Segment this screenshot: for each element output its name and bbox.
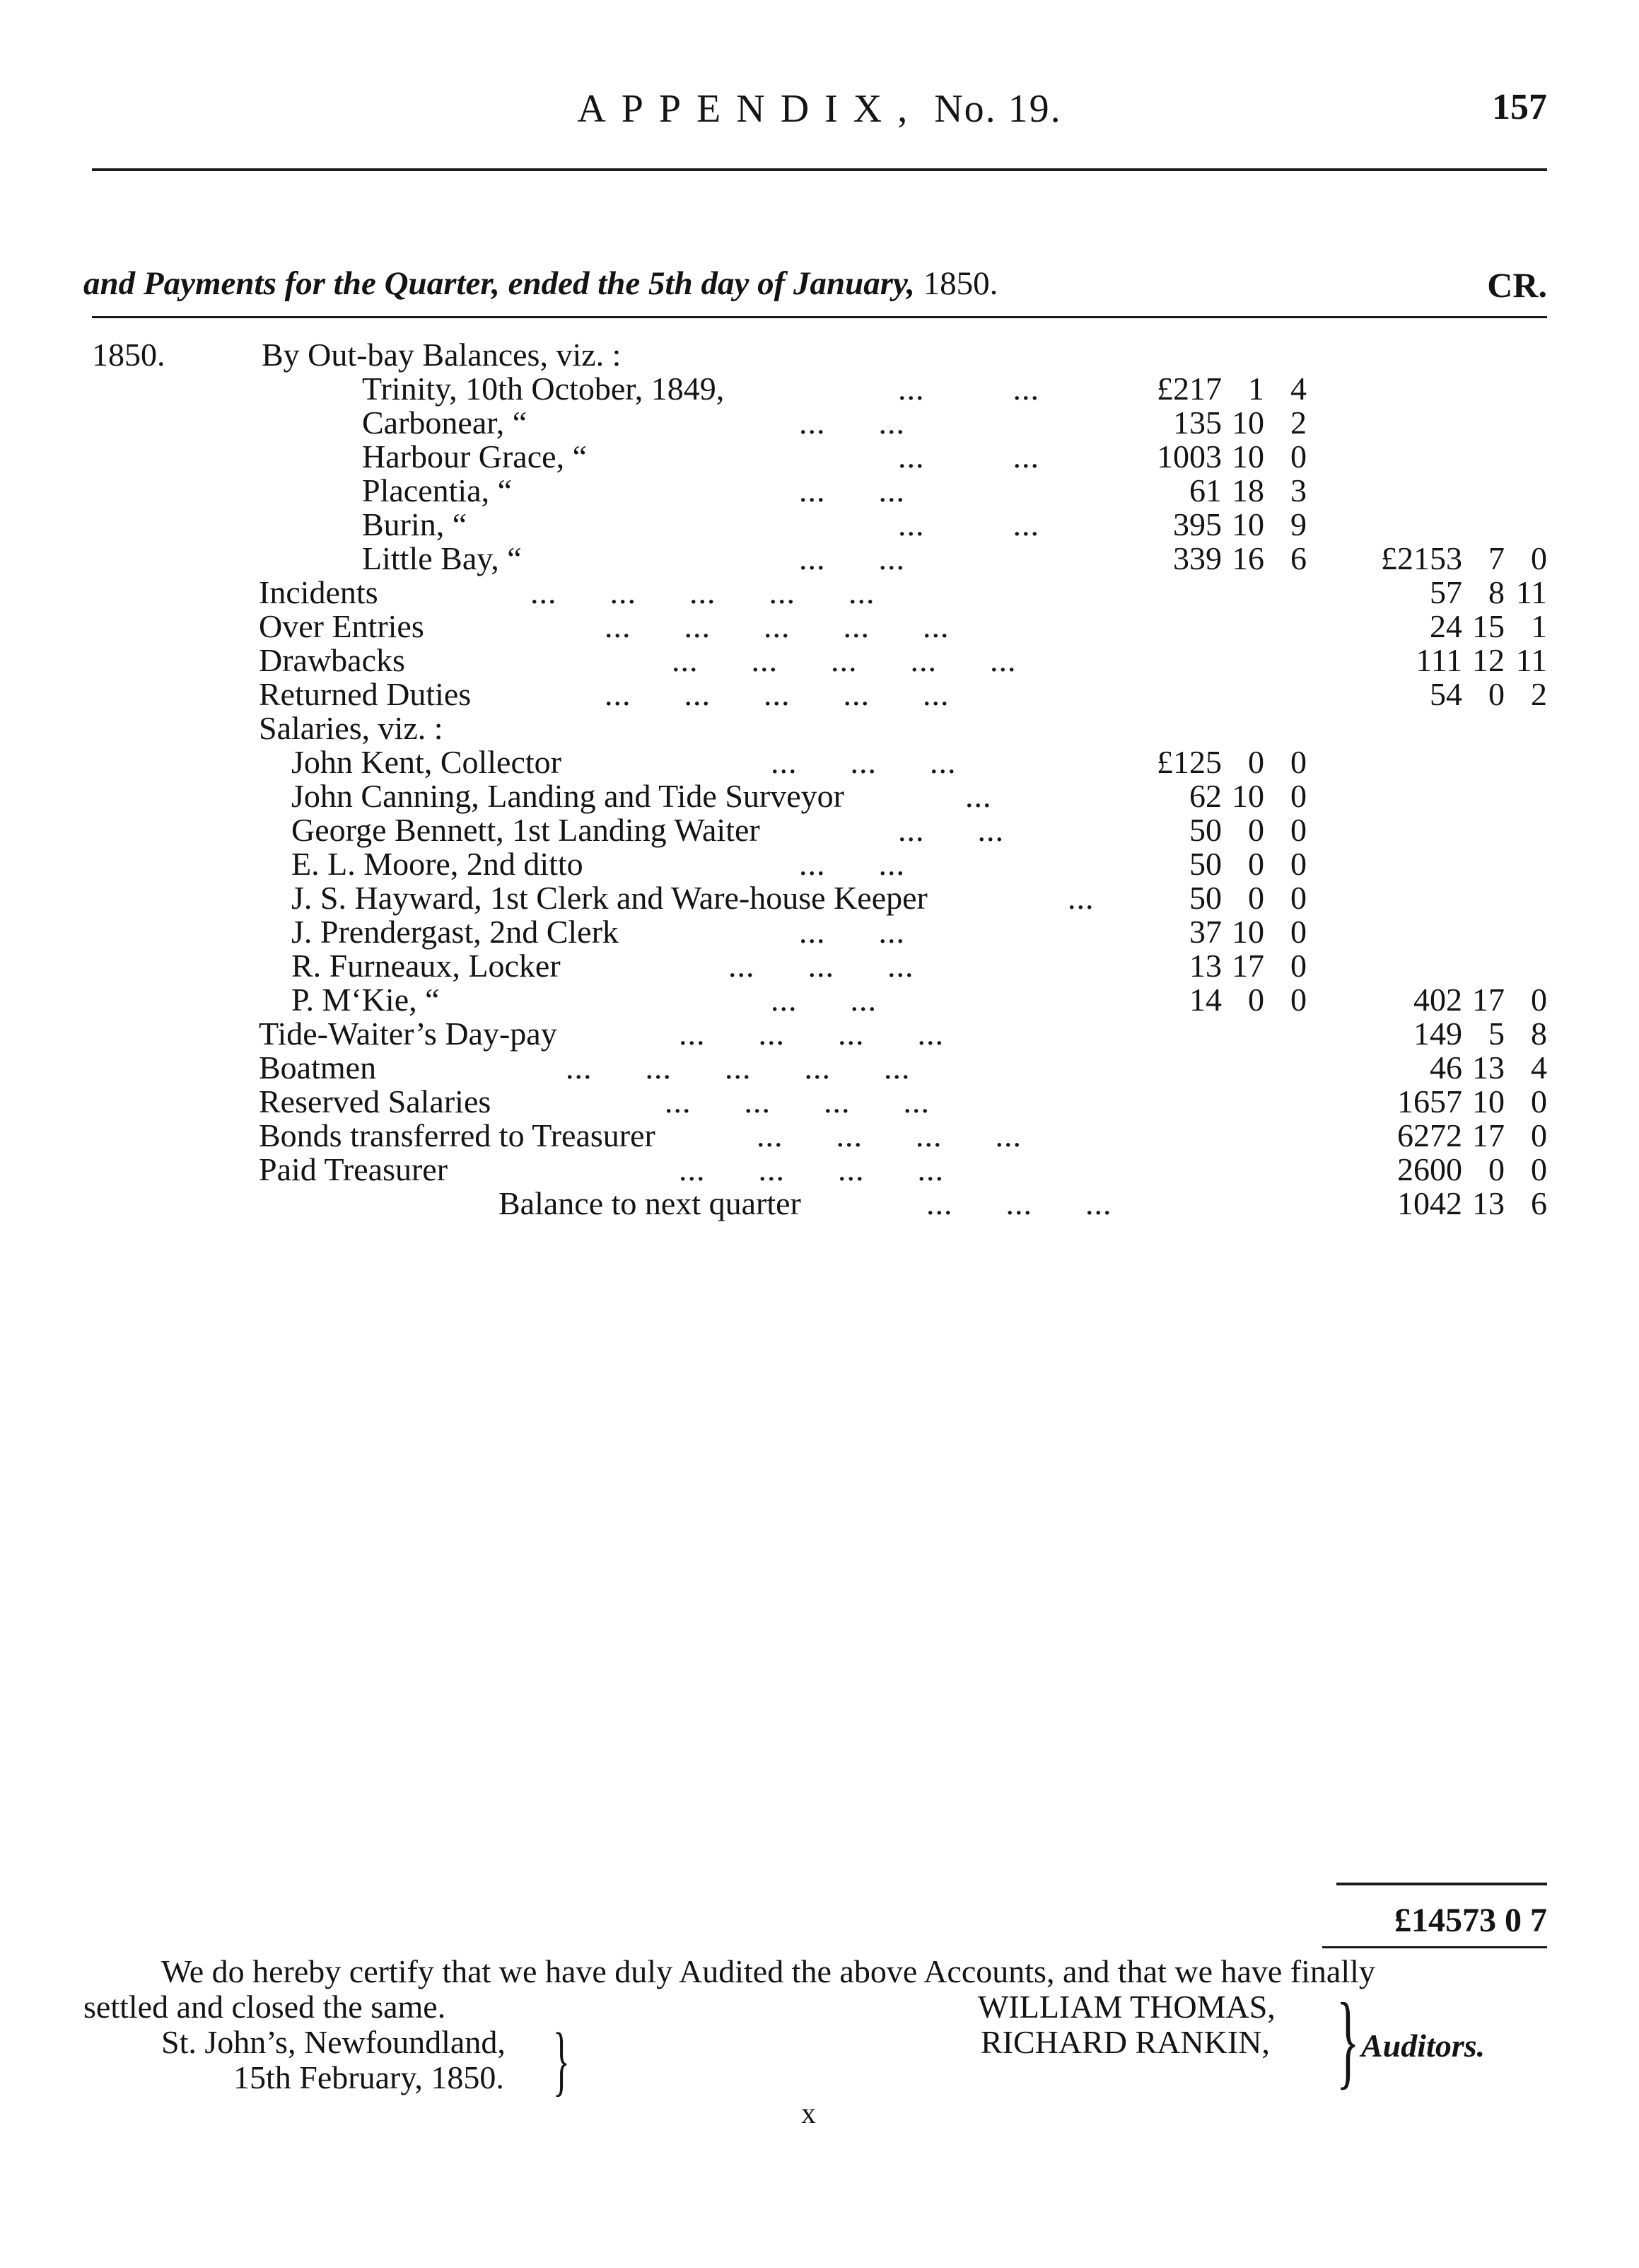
ledger-row <box>0 1185 1639 1219</box>
pounds: 14 <box>1189 982 1222 1018</box>
pounds: 1003 <box>1157 438 1222 475</box>
shillings: 0 <box>1488 676 1505 712</box>
pence: 6 <box>1531 1185 1547 1221</box>
amount <box>1307 1151 1547 1188</box>
pounds: £125 <box>1157 744 1222 780</box>
leader-dots: ... ... ... <box>771 744 957 780</box>
shillings: 0 <box>1248 744 1264 780</box>
pence: 3 <box>1290 472 1307 508</box>
pounds: 50 <box>1189 812 1222 848</box>
amount <box>1307 540 1547 577</box>
section-title-text: and Payments for the Quarter, ended the 5th day of January, <box>83 265 915 302</box>
shillings: 10 <box>1232 506 1264 542</box>
amount <box>1307 981 1547 1018</box>
row-label: Carbonear, “ <box>362 405 527 441</box>
leader-dots: ... ... <box>771 982 877 1018</box>
ledger-row <box>0 506 1639 540</box>
ledger-row <box>0 1015 1639 1052</box>
pence: 0 <box>1290 744 1307 780</box>
pounds: 111 <box>1416 642 1462 678</box>
row-label: Boatmen <box>259 1049 377 1086</box>
row-label: Reserved Salaries <box>259 1083 491 1120</box>
sub-amount <box>1052 777 1307 815</box>
certification-place: St. John’s, Newfoundland, <box>161 2024 506 2060</box>
pounds: 2600 <box>1397 1151 1462 1187</box>
ledger-row <box>0 913 1639 948</box>
ledger-row <box>0 947 1639 982</box>
shillings: 0 <box>1248 880 1264 916</box>
row-label: R. Furneaux, Locker <box>291 948 561 984</box>
pence: 0 <box>1290 438 1307 475</box>
leader-dots: ... ... <box>898 506 1039 542</box>
ledger-row <box>0 709 1639 744</box>
shillings: 12 <box>1472 642 1505 678</box>
sub-amount <box>1052 845 1307 883</box>
sub-amount <box>1052 404 1307 441</box>
ledger-row <box>0 336 1639 371</box>
row-label: George Bennett, 1st Landing Waiter <box>291 812 760 848</box>
pounds: 1042 <box>1397 1185 1462 1221</box>
certification-date: 15th February, 1850. <box>233 2059 504 2095</box>
pounds: 1657 <box>1397 1083 1462 1120</box>
leader-dots: ... ... ... ... ... <box>605 608 950 644</box>
row-label: Returned Duties <box>259 676 472 712</box>
row-label: Incidents <box>259 574 378 610</box>
pounds: 50 <box>1189 880 1222 916</box>
total-rule-top <box>1336 1883 1547 1885</box>
row-label: Placentia, “ <box>362 472 513 508</box>
row-label: Tide-Waiter’s Day-pay <box>259 1016 557 1052</box>
shillings: 17 <box>1232 948 1264 984</box>
sub-amount <box>1052 981 1307 1018</box>
pounds: 6272 <box>1397 1117 1462 1153</box>
pence: 6 <box>1290 540 1307 576</box>
ledger-row <box>0 404 1639 441</box>
shillings: 0 <box>1248 812 1264 848</box>
amount <box>1307 675 1547 713</box>
pounds: 50 <box>1189 846 1222 882</box>
ledger-row <box>0 472 1639 506</box>
row-label: Little Bay, “ <box>362 540 522 576</box>
auditors-role: Auditors. <box>1361 2028 1486 2064</box>
sub-amount <box>1052 540 1307 577</box>
auditor-name-1: WILLIAM THOMAS, <box>978 1989 1276 2025</box>
pence: 0 <box>1290 914 1307 950</box>
ledger-row <box>0 1117 1639 1151</box>
leader-dots: ... ... <box>799 405 905 441</box>
leader-dots: ... ... ... ... <box>757 1117 1022 1153</box>
leader-dots: ... ... ... ... <box>679 1151 944 1187</box>
row-label: Over Entries <box>259 608 424 644</box>
row-year: 1850. <box>92 337 165 373</box>
leader-dots: ... ... ... ... ... <box>566 1049 911 1086</box>
leader-dots: ... ... <box>799 472 905 508</box>
ledger-row <box>0 607 1639 642</box>
ledger-row <box>0 879 1639 914</box>
ledger-row <box>0 574 1639 608</box>
amount <box>1307 641 1547 679</box>
row-label: Balance to next quarter <box>498 1185 801 1221</box>
pence: 11 <box>1515 574 1547 610</box>
row-label: Paid Treasurer <box>259 1151 448 1187</box>
row-label: P. M‘Kie, “ <box>291 982 440 1018</box>
leader-dots: ... ... ... ... ... <box>672 642 1017 678</box>
leader-dots: ... <box>965 778 992 814</box>
pence: 0 <box>1531 982 1547 1018</box>
pounds: 339 <box>1173 540 1222 576</box>
shillings: 16 <box>1232 540 1264 576</box>
shillings: 15 <box>1472 608 1505 644</box>
shillings: 17 <box>1472 1117 1505 1153</box>
pounds: 37 <box>1189 914 1222 950</box>
ledger-row <box>0 438 1639 475</box>
pounds: £2153 <box>1381 540 1462 576</box>
pounds: 13 <box>1189 948 1222 984</box>
ledger-row <box>0 981 1639 1016</box>
sub-amount <box>1052 913 1307 950</box>
row-label: John Canning, Landing and Tide Surveyor <box>291 778 844 814</box>
amount <box>1307 1083 1547 1120</box>
row-label: J. Prendergast, 2nd Clerk <box>291 914 619 950</box>
pounds: 24 <box>1430 608 1462 644</box>
pence: 4 <box>1531 1049 1547 1086</box>
pence: 0 <box>1531 540 1547 576</box>
ledger-row <box>0 1083 1639 1120</box>
row-label: Drawbacks <box>259 642 405 678</box>
shillings: 7 <box>1488 540 1505 576</box>
shillings: 17 <box>1472 982 1505 1018</box>
pounds: 149 <box>1413 1016 1462 1052</box>
amount <box>1307 607 1547 645</box>
sub-amount <box>1052 811 1307 849</box>
pence: 0 <box>1290 812 1307 848</box>
certification-line-2: settled and closed the same. <box>83 1989 446 2025</box>
amount <box>1307 1117 1547 1154</box>
row-label: By Out-bay Balances, viz. : <box>262 337 622 373</box>
shillings: 10 <box>1232 405 1264 441</box>
leader-dots: ... ... ... ... ... <box>530 574 875 610</box>
certification-line-1: We do hereby certify that we have duly Audited the above Accounts, and that we have finally <box>161 1953 1375 1989</box>
section-title-year: 1850. <box>923 265 998 302</box>
ledger-row <box>0 1049 1639 1086</box>
pounds: 395 <box>1173 506 1222 542</box>
page-number: 157 <box>1492 87 1547 127</box>
pounds: 61 <box>1189 472 1222 508</box>
shillings: 5 <box>1488 1016 1505 1052</box>
sub-amount <box>1052 879 1307 917</box>
pence: 0 <box>1290 880 1307 916</box>
sub-amount <box>1052 506 1307 543</box>
place-brace: } <box>553 2017 570 2103</box>
amount <box>1307 1185 1547 1222</box>
leader-dots: ... ... <box>799 846 905 882</box>
row-label: Harbour Grace, “ <box>362 438 587 475</box>
shillings: 10 <box>1232 914 1264 950</box>
row-label: John Kent, Collector <box>291 744 561 780</box>
ledger-row <box>0 777 1639 812</box>
row-label: Trinity, 10th October, 1849, <box>362 371 725 407</box>
shillings: 18 <box>1232 472 1264 508</box>
pounds: 57 <box>1430 574 1462 610</box>
credit-side-label: CR. <box>1487 265 1547 305</box>
total-rule-bottom <box>1322 1946 1547 1948</box>
pounds: 62 <box>1189 778 1222 814</box>
ledger-row <box>0 370 1639 405</box>
shillings: 0 <box>1248 846 1264 882</box>
shillings: 10 <box>1232 438 1264 475</box>
pounds: 54 <box>1430 676 1462 712</box>
pence: 1 <box>1531 608 1547 644</box>
pence: 0 <box>1290 778 1307 814</box>
pence: 0 <box>1531 1117 1547 1153</box>
row-label: J. S. Hayward, 1st Clerk and Ware-house Keeper <box>291 880 928 916</box>
amount <box>1307 1049 1547 1086</box>
ledger-row <box>0 811 1639 846</box>
ledger-row <box>0 675 1639 710</box>
sub-amount <box>1052 743 1307 781</box>
shillings: 10 <box>1472 1083 1505 1120</box>
leader-dots: ... ... ... ... <box>679 1016 944 1052</box>
pence: 11 <box>1515 642 1547 678</box>
shillings: 13 <box>1472 1049 1505 1086</box>
pence: 0 <box>1531 1083 1547 1120</box>
shillings: 0 <box>1488 1151 1505 1187</box>
sub-amount <box>1052 947 1307 984</box>
auditor-name-2: RICHARD RANKIN, <box>981 2024 1270 2060</box>
amount <box>1307 1015 1547 1052</box>
leader-dots: ... ... ... ... ... <box>605 676 950 712</box>
row-label: Salaries, viz. : <box>259 710 443 746</box>
shillings: 1 <box>1248 371 1264 407</box>
auditor-brace: } <box>1336 1982 1360 2099</box>
row-label: Burin, “ <box>362 506 467 542</box>
pence: 2 <box>1531 676 1547 712</box>
pence: 2 <box>1290 405 1307 441</box>
shillings: 13 <box>1472 1185 1505 1221</box>
ledger-row <box>0 641 1639 676</box>
sub-amount <box>1052 472 1307 509</box>
sub-amount <box>1052 370 1307 407</box>
sub-amount <box>1052 438 1307 475</box>
leader-dots: ... ... ... ... <box>665 1083 930 1120</box>
footer-signature-mark: x <box>801 2098 816 2130</box>
pounds: 402 <box>1413 982 1462 1018</box>
leader-dots: ... <box>1068 880 1095 916</box>
leader-dots: ... ... <box>898 438 1039 475</box>
pence: 9 <box>1290 506 1307 542</box>
pounds: 135 <box>1173 405 1222 441</box>
pence: 4 <box>1290 371 1307 407</box>
pence: 0 <box>1290 948 1307 984</box>
ledger-row <box>0 743 1639 778</box>
leader-dots: ... ... <box>898 371 1039 407</box>
ledger-row <box>0 1151 1639 1185</box>
grand-total: £14573 0 7 <box>1394 1902 1547 1939</box>
leader-dots: ... ... ... <box>728 948 914 984</box>
pence: 0 <box>1290 846 1307 882</box>
header-appendix-number: No. 19. <box>934 87 1062 131</box>
pounds: 46 <box>1430 1049 1462 1086</box>
row-label: E. L. Moore, 2nd ditto <box>291 846 583 882</box>
ledger-row <box>0 845 1639 880</box>
pounds: £217 <box>1157 371 1222 407</box>
header-appendix: APPENDIX, <box>577 87 923 131</box>
leader-dots: ... ... <box>799 914 905 950</box>
shillings: 0 <box>1248 982 1264 1018</box>
shillings: 10 <box>1232 778 1264 814</box>
row-label: Bonds transferred to Treasurer <box>259 1117 655 1153</box>
shillings: 8 <box>1488 574 1505 610</box>
pence: 8 <box>1531 1016 1547 1052</box>
amount <box>1307 574 1547 611</box>
pence: 0 <box>1290 982 1307 1018</box>
leader-dots: ... ... <box>799 540 905 576</box>
leader-dots: ... ... <box>898 812 1004 848</box>
pence: 0 <box>1531 1151 1547 1187</box>
ledger-row <box>0 540 1639 574</box>
leader-dots: ... ... ... <box>926 1185 1112 1221</box>
